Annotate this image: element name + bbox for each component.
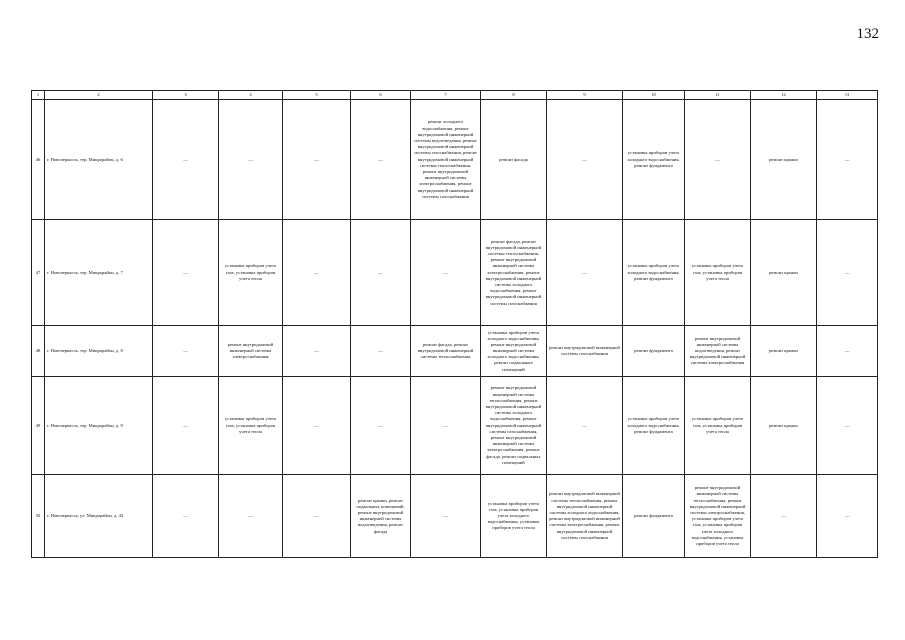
header-cell: 1	[32, 91, 45, 100]
table-cell: установка приборов учета холодного водоснабжения, ремонт фундамента	[623, 377, 685, 475]
table-cell: —	[817, 220, 878, 326]
table-cell: —	[547, 100, 623, 220]
table-cell: ремонт фундамента	[623, 326, 685, 377]
table-cell: установка приборов учета газа, установка приборов учета тепла	[685, 377, 751, 475]
table-cell: —	[351, 377, 411, 475]
table-cell: ремонт внутридомовой инженерной системы теплоснабжения, ремонт внутридомовой инженерной системы холодного водоснабжения, ремонт внутридомовой инженерной системы электроснабжения, ремонт внутридомовой инженерной системы газоснабжения	[547, 475, 623, 558]
repair-schedule-table	[31, 90, 878, 558]
table-cell: —	[283, 475, 351, 558]
address-cell: г. Новочеркасск, ул. Микрорайон, д. 43	[45, 475, 153, 558]
table-cell: —	[351, 100, 411, 220]
table-cell: ремонт крыши	[751, 326, 817, 377]
page-number: 132	[856, 26, 879, 42]
address-cell: г. Новочеркасск, тер. Микрорайон, д. 6	[45, 100, 153, 220]
table-cell: ремонт внутридомовой инженерной системы теплоснабжения, ремонт внутридомовой инженерной системы холодного водоснабжения, ремонт внутридомовой инженерной системы газоснабжения, ремонт внутридомовой инженерной системы электроснабжения, ремонт фасада, ремонт подвальных помещений	[481, 377, 547, 475]
table-cell: —	[153, 326, 219, 377]
row-number: 49	[32, 377, 45, 475]
table-cell: —	[283, 220, 351, 326]
header-cell: 6	[351, 91, 411, 100]
table-cell: установка приборов учета холодного водоснабжения, ремонт внутридомовой инженерной системы холодного водоснабжения, ремонт подвальных помещений	[481, 326, 547, 377]
header-cell: 13	[817, 91, 878, 100]
row-number: 47	[32, 220, 45, 326]
table-row	[32, 220, 878, 326]
table-cell: ремонт внутридомовой инженерной системы водоотведения, ремонт внутридомовой инженерной системы электроснабжения	[685, 326, 751, 377]
row-number: 46	[32, 100, 45, 220]
table-cell: ремонт крыши	[751, 377, 817, 475]
table-cell: —	[817, 100, 878, 220]
table-cell: —	[153, 377, 219, 475]
table-cell: —	[685, 100, 751, 220]
table-cell: установка приборов учета газа, установка приборов учета тепла	[219, 220, 283, 326]
table-cell: ремонт фасада	[481, 100, 547, 220]
header-row	[32, 91, 878, 100]
table-cell: ремонт внутридомовой инженерной системы электроснабжения	[219, 326, 283, 377]
header-cell: 11	[685, 91, 751, 100]
table-cell: ремонт фундамента	[623, 475, 685, 558]
header-cell: 2	[45, 91, 153, 100]
header-cell: 10	[623, 91, 685, 100]
table-cell: —	[153, 475, 219, 558]
table-cell: —	[153, 220, 219, 326]
address-cell: г. Новочеркасск, тер. Микрорайон, д. 8	[45, 326, 153, 377]
table-cell: —	[283, 377, 351, 475]
table-cell: ремонт крыши, ремонт подвальных помещений, ремонт внутридомовой инженерной системы водоотведения, ремонт фасада	[351, 475, 411, 558]
header-cell: 4	[219, 91, 283, 100]
table-cell: —	[219, 100, 283, 220]
table-cell: —	[351, 326, 411, 377]
table-cell: —	[283, 100, 351, 220]
table-row	[32, 377, 878, 475]
table-row	[32, 100, 878, 220]
address-cell: г. Новочеркасск, тер. Микрорайон, д. 9	[45, 377, 153, 475]
row-number: 48	[32, 326, 45, 377]
table-cell: ремонт крыши	[751, 220, 817, 326]
table-cell: —	[411, 377, 481, 475]
table-cell: установка приборов учета холодного водоснабжения, ремонт фундамента	[623, 220, 685, 326]
header-cell: 3	[153, 91, 219, 100]
header-cell: 5	[283, 91, 351, 100]
table-cell: —	[817, 475, 878, 558]
table-cell: —	[411, 220, 481, 326]
header-cell: 12	[751, 91, 817, 100]
table-cell: —	[219, 475, 283, 558]
table-cell: ремонт внутридомовой инженерной системы газоснабжения	[547, 326, 623, 377]
table-cell: установка приборов учета газа, установка приборов учета тепла	[219, 377, 283, 475]
table-row	[32, 326, 878, 377]
table-cell: —	[751, 475, 817, 558]
table-row	[32, 475, 878, 558]
table-cell: —	[351, 220, 411, 326]
table-cell: —	[547, 220, 623, 326]
address-cell: г. Новочеркасск, тер. Микрорайон, д. 7	[45, 220, 153, 326]
header-cell: 9	[547, 91, 623, 100]
row-number: 50	[32, 475, 45, 558]
table-cell: ремонт фасада, ремонт внутридомовой инженерной системы теплоснабжения, ремонт внутридомовой инженерной системы электроснабжения, ремонт внутридомовой инженерной системы холодного водоснабжения, ремонт внутридомовой инженерной системы газоснабжения	[481, 220, 547, 326]
table-cell: ремонт крыши	[751, 100, 817, 220]
header-cell: 8	[481, 91, 547, 100]
table-cell: —	[817, 326, 878, 377]
table-cell: —	[547, 377, 623, 475]
table-cell: —	[817, 377, 878, 475]
table-cell: ремонт холодного водоснабжения, ремонт внутридомовой инженерной системы водоотведения, ремонт внутридомовой инженерной системы газоснабжения, ремонт внутридомовой инженерной системы теплоснабжения, ремонт внутридомовой инженерной системы электроснабжения, ремонт внутридомовой инженерной системы газоснабжения	[411, 100, 481, 220]
table-cell: установка приборов учета газа, установка приборов учета холодного водоснабжения, установка приборов учета тепла	[481, 475, 547, 558]
header-cell: 7	[411, 91, 481, 100]
table-cell: ремонт фасада, ремонт внутридомовой инженерной системы теплоснабжения	[411, 326, 481, 377]
table-cell: —	[283, 326, 351, 377]
table-cell: ремонт внутридомовой инженерной системы теплоснабжения, ремонт внутридомовой инженерной системы электроснабжения, установка приборов учета газа, установка приборов учета холодного водоснабжения, установка приборов учета тепла	[685, 475, 751, 558]
table-cell: установка приборов учета холодного водоснабжения, ремонт фундамента	[623, 100, 685, 220]
table-cell: —	[153, 100, 219, 220]
table-cell: —	[411, 475, 481, 558]
table-cell: установка приборов учета газа, установка приборов учета тепла	[685, 220, 751, 326]
